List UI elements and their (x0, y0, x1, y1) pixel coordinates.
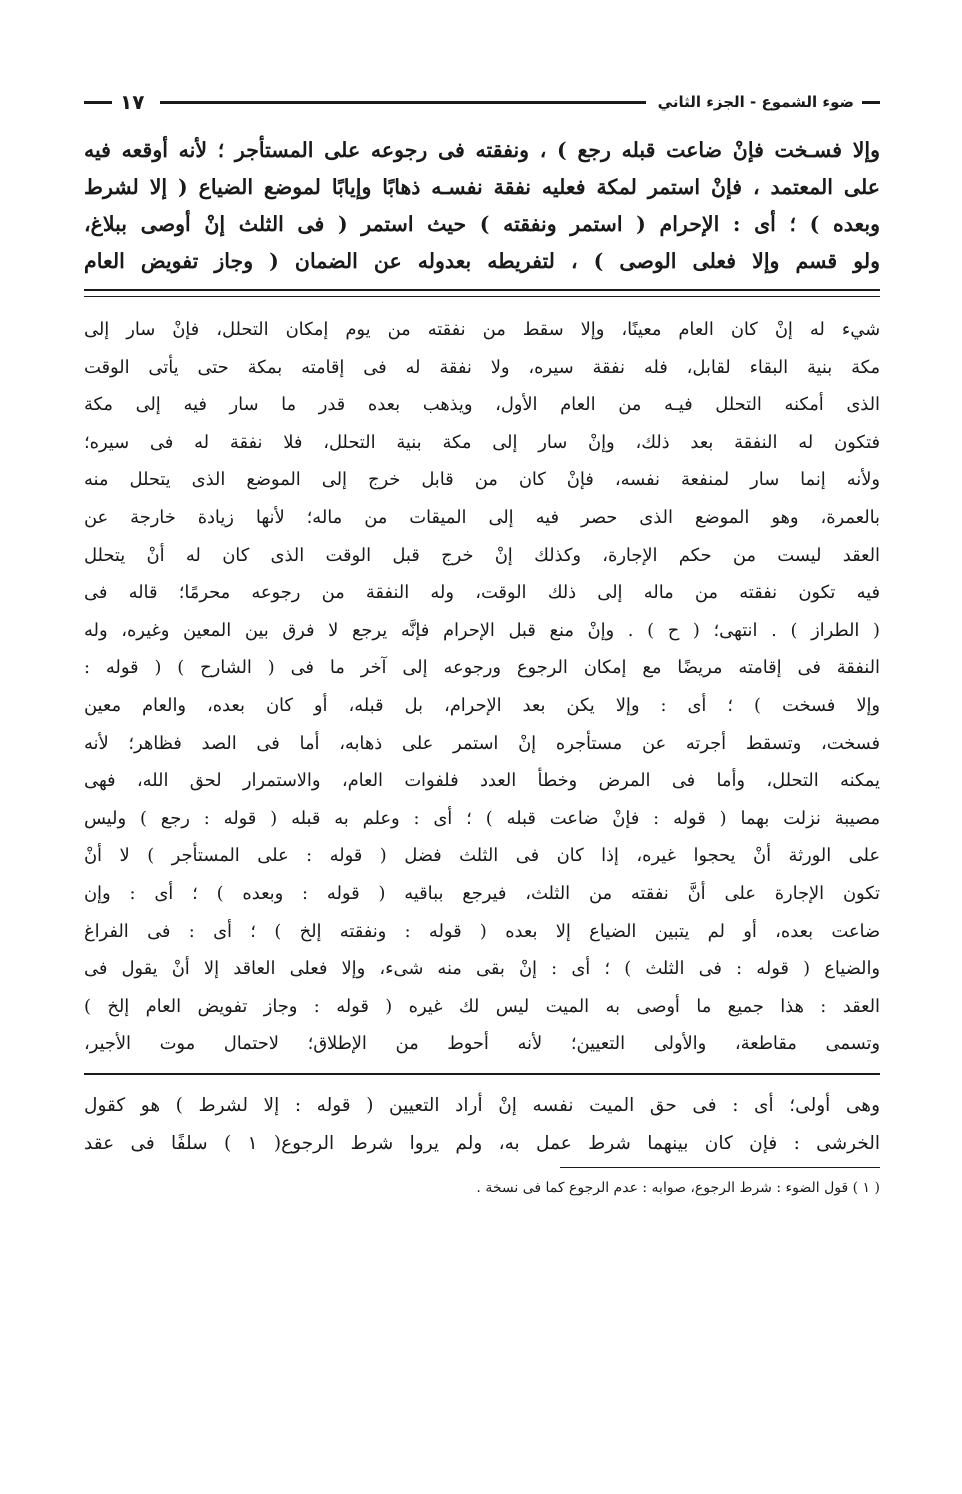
commentary-line: العقد : هذا جميع ما أوصى به الميت ليس لك غيره ( قوله : وجاز تفويض العام إلخ ) (84, 995, 880, 1017)
page (84, 86, 880, 1198)
commentary-line: بالعمرة، وهو الموضع الذى حصر فيه إلى الميقات من ماله؛ لأنها زيادة خارجة عن (84, 506, 880, 528)
footnote: ( ١ ) قول الضوء : شرط الرجوع، صوابه : عدم الرجوع كما فى نسخة . (476, 1179, 880, 1196)
commentary-line: وتسمى مقاطعة، والأولى التعيين؛ لأنه أحوط من الإطلاق؛ لاحتمال موت الأجير، (84, 1033, 880, 1055)
commentary-line: مصيبة نزلت بهما ( قوله : فإنْ ضاعت قبله ) ؛ أى : وعلم به قبله ( قوله : رجع ) وليس (84, 807, 880, 829)
running-header (84, 86, 880, 118)
header-dash-end (84, 101, 112, 104)
commentary-line: على الورثة أنْ يحجوا غيره، إذا كان فى الثلث فضل ( قوله : على المستأجر ) لا أنْ (84, 845, 880, 867)
gloss-text (84, 1087, 880, 1163)
commentary-line: يمكنه التحلل، وأما فى المرض وخطأ العدد فلفوات العام، والاستمرار لحق الله، فهى (84, 770, 880, 792)
commentary-line: والضياع ( قوله : فى الثلث ) ؛ أى : إنْ بقى منه شىء، وإلا فعلى العاقد إلا أنْ يقول فى (84, 958, 880, 980)
gloss-line: وهى أولى؛ أى : فى حق الميت نفسه إنْ أراد التعيين ( قوله : إلا لشرط ) هو كقول (84, 1094, 880, 1116)
commentary-line: النفقة فى إقامته مريضًا مع إمكان الرجوع ورجوعه إلى آخر ما فى ( الشارح ) ( قوله : (84, 657, 880, 679)
commentary-line: ولأنه إنما سار لمنفعة نفسه، فإنْ كان من قابل خرج إلى الموضع الذى يتحلل منه (84, 469, 880, 491)
commentary-line: الذى أمكنه التحلل فيـه من العام الأول، ويذهب بعده قدر ما سار فيه إلى مكة (84, 394, 880, 416)
commentary-line: تكون الإجارة على أنَّ نفقته من الثلث، فيرجع بباقيه ( قوله : وبعده ) ؛ أى : وإن (84, 882, 880, 904)
main-text-line: ولو قسم وإلا فعلى الوصى ) ، لتفريطه بعدوله عن الضمان ( وجاز تفويض العام (84, 249, 880, 273)
main-text-line: وإلا فسـخت فإنْ ضاعت قبله رجع ) ، ونفقته فى رجوعه على المستأجر ؛ لأنه أوقعه فيه (84, 138, 880, 162)
commentary-line: ضاعت بعده، أو لم يتبين الضياع إلا بعده ( قوله : ونفقته إلخ ) ؛ أى : فى الفراغ (84, 920, 880, 942)
commentary-line: وإلا فسخت ) ؛ أى : وإلا يكن بعد الإحرام، بل قبله، أو كان بعده، والعام معين (84, 694, 880, 716)
header-rule (160, 101, 645, 104)
section-divider-double (84, 289, 880, 297)
book-title: ضوء الشموع - الجزء الثاني (657, 93, 854, 111)
main-text (84, 132, 880, 280)
commentary-line: فيه تكون نفقته من ماله إلى ذلك الوقت، وله النفقة من رجوعه محرمًا؛ قاله فى (84, 582, 880, 604)
main-text-line: وبعده ) ؛ أى : الإحرام ( استمر ونفقته ) حيث استمر ( فى الثلث إنْ أوصى ببلاغ، (84, 212, 880, 236)
section-divider (84, 1073, 880, 1075)
commentary-text (84, 311, 880, 1063)
commentary-line: مكة بنية البقاء لقابل، فله نفقة سيره، ولا نفقة له فى إقامته بمكة حتى يأتى الوقت (84, 356, 880, 378)
header-dash (862, 101, 880, 104)
commentary-line: فتكون له النفقة بعد ذلك، وإنْ سار إلى مكة بنية التحلل، فلا نفقة له فى سيره؛ (84, 431, 880, 453)
commentary-line: شيء له إنْ كان العام معينًا، وإلا سقط من نفقته من يوم إمكان التحلل، فإنْ سار إلى (84, 319, 880, 340)
commentary-line: ( الطراز ) . انتهى؛ ( ح ) . وإنْ منع قبل الإحرام فإنَّه يرجع لا فرق بين المعين وغيره، وله (84, 619, 880, 641)
commentary-line: العقد ليست من حكم الإجارة، وكذلك إنْ خرج قبل الوقت الذى كان له أنْ يتحلل (84, 544, 880, 566)
gloss-line: الخرشى : فإن كان بينهما شرط عمل به، ولم يروا شرط الرجوع( ١ ) سلفًا فى عقد (84, 1132, 880, 1154)
page-number: ١٧ (120, 90, 145, 114)
main-text-line: على المعتمد ، فإنْ استمر لمكة فعليه نفقة نفسـه ذهابًا وإيابًا لموضع الضياع ( إلا لشرط (84, 175, 880, 199)
footnote-rule (560, 1167, 880, 1168)
commentary-line: فسخت، وتسقط أجرته عن مستأجره إنْ استمر على ذهابه، أما فى الصد فظاهر؛ لأنه (84, 732, 880, 754)
